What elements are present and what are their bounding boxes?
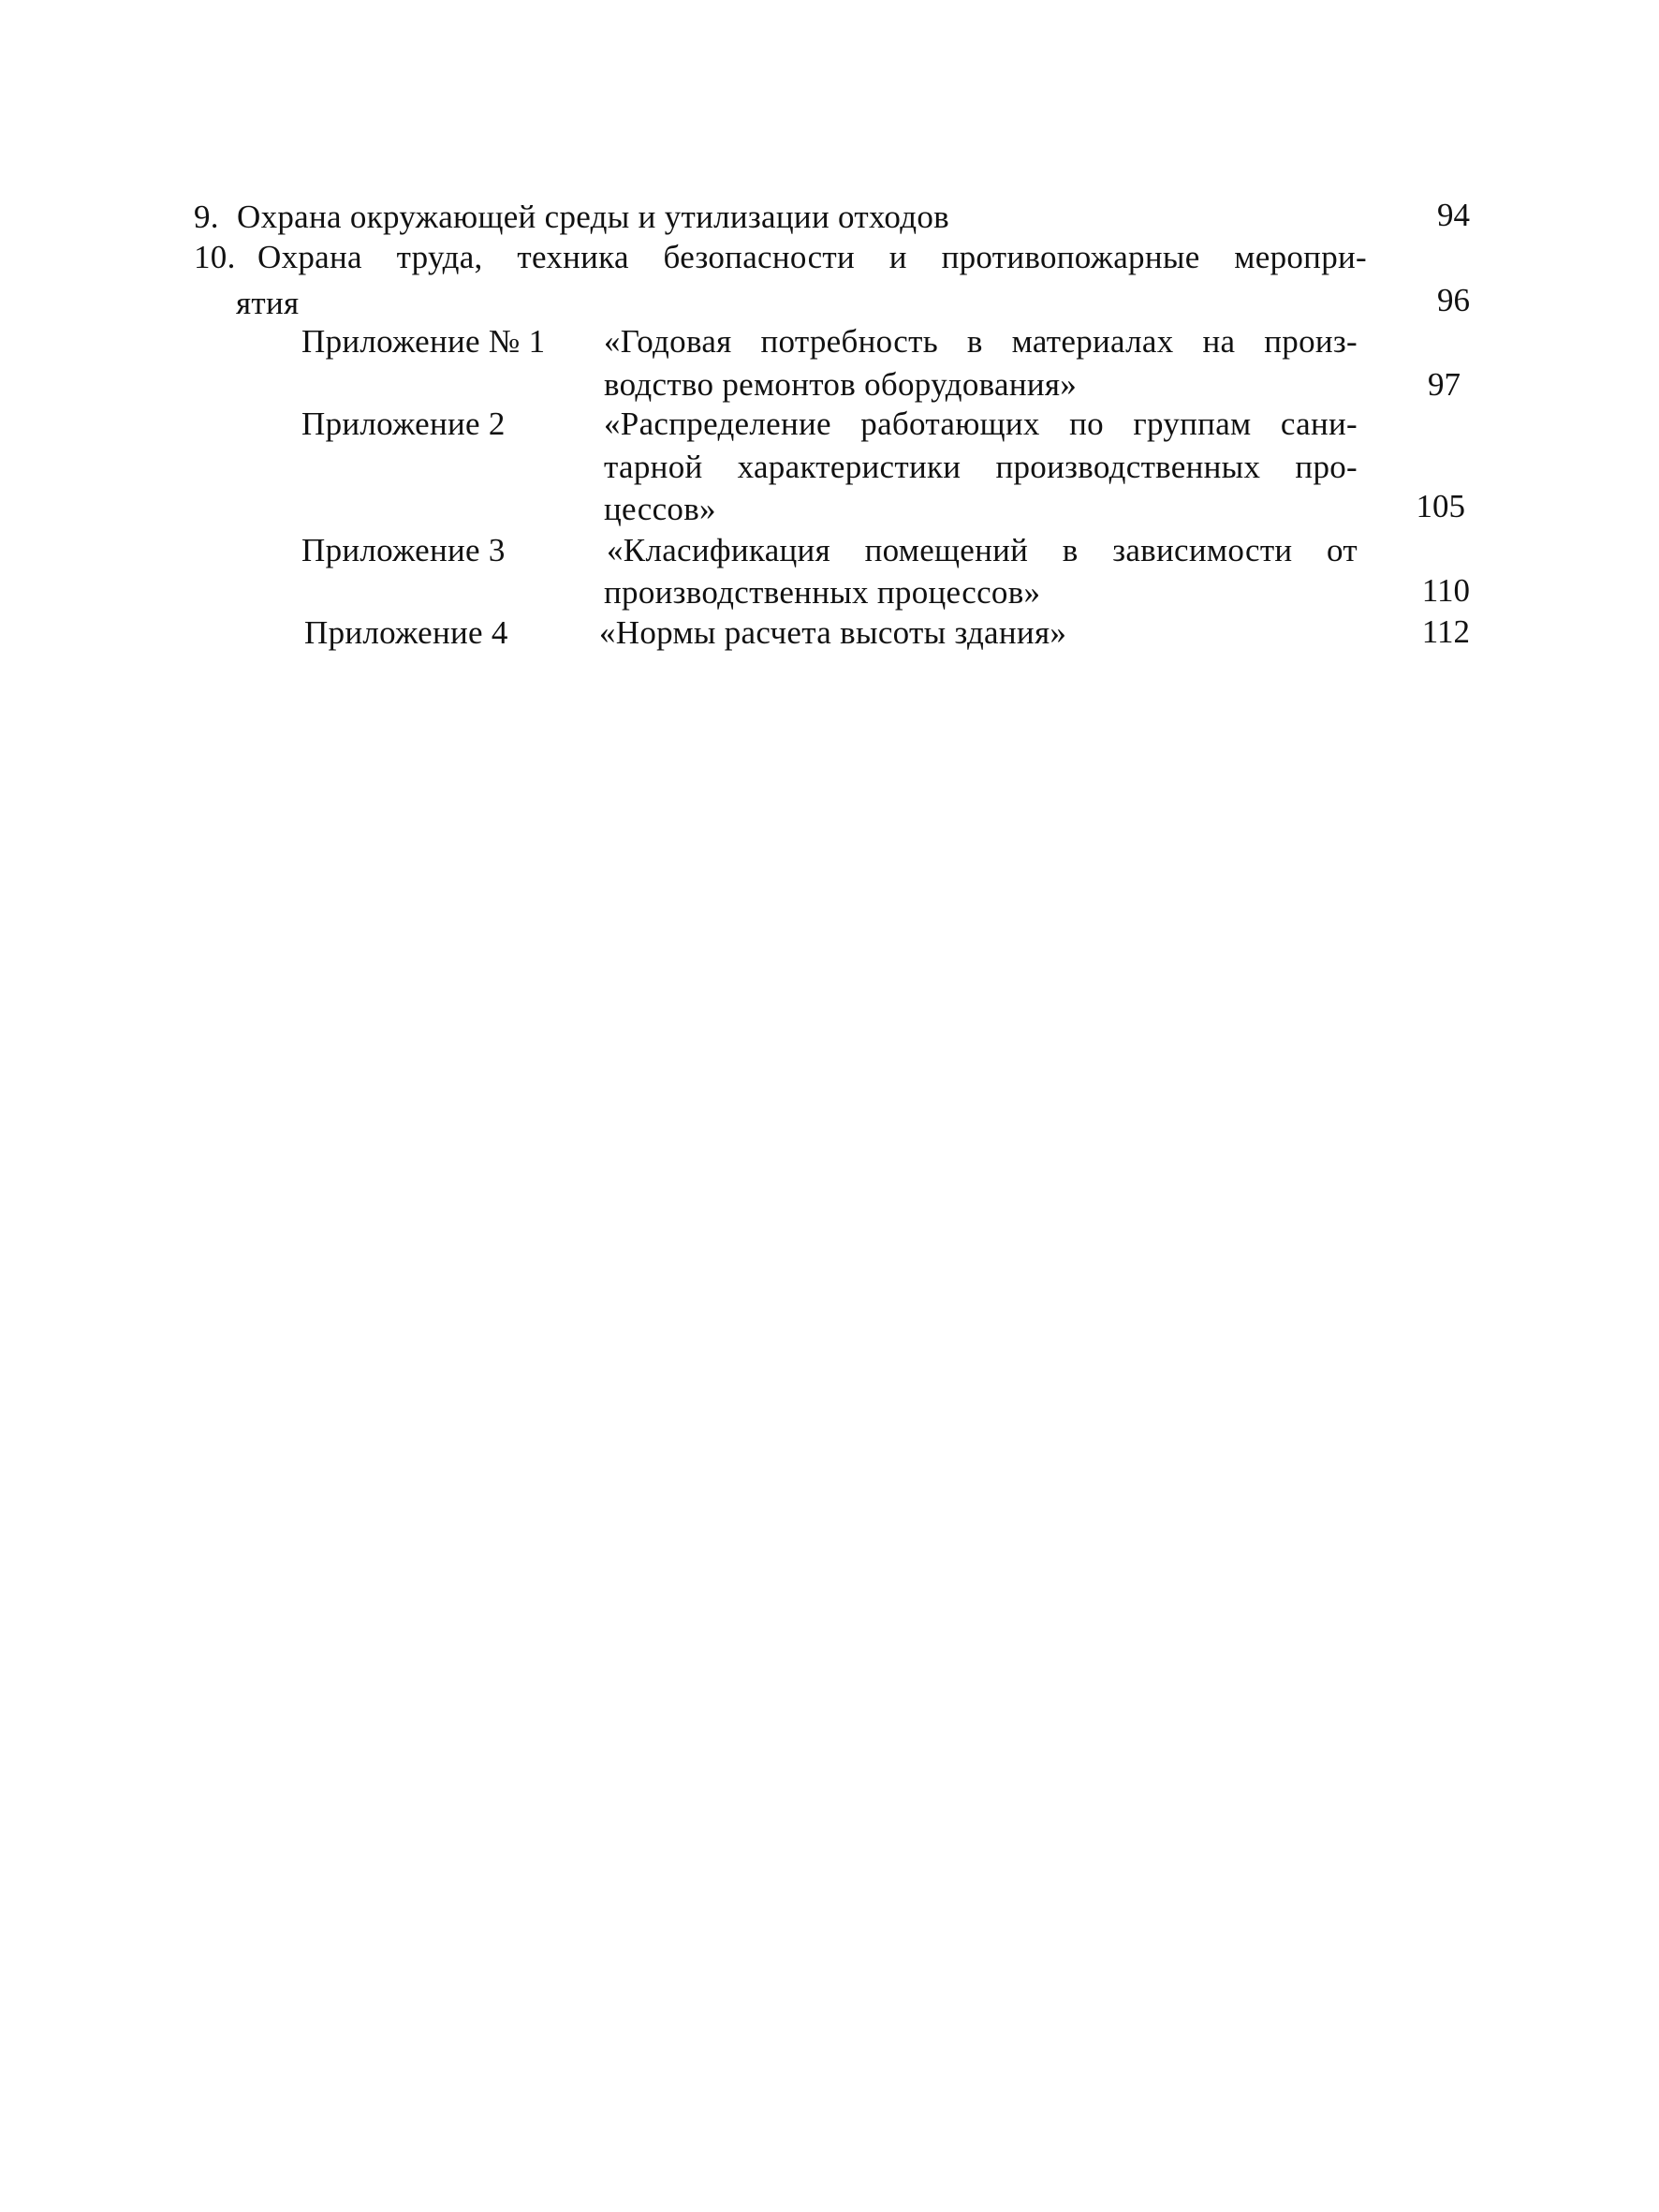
appendix-4-label: Приложение 4 xyxy=(304,614,508,651)
toc-entry-10-title-line1: Охрана труда, техника безопасности и противопожарные меропри- xyxy=(257,239,1367,275)
appendix-2-title-line2: тарной характеристики производственных про- xyxy=(604,449,1358,485)
appendix-1-label: Приложение № 1 xyxy=(301,323,546,360)
toc-entry-9-title: Охрана окружающей среды и утилизации отходов xyxy=(237,199,949,235)
appendix-4-title-line1: «Нормы расчета высоты здания» xyxy=(599,614,1067,651)
appendix-3-title-line1: «Класификация помещений в зависимости от xyxy=(607,532,1358,568)
appendix-1-page: 97 xyxy=(1428,366,1461,403)
toc-entry-10-title-line2: ятия xyxy=(236,285,300,321)
appendix-2-label: Приложение 2 xyxy=(301,406,506,442)
toc-entry-9-page: 94 xyxy=(1437,197,1470,233)
toc-entry-10-page: 96 xyxy=(1437,282,1470,318)
appendix-2-title-line1: «Распределение работающих по группам сани- xyxy=(604,406,1358,442)
appendix-2-title-line3: цессов» xyxy=(604,491,716,527)
appendix-3-label: Приложение 3 xyxy=(301,532,506,568)
appendix-1-title-line2: водство ремонтов оборудования» xyxy=(604,366,1078,403)
appendix-4-page: 112 xyxy=(1421,613,1470,650)
appendix-2-page: 105 xyxy=(1416,488,1465,524)
toc-entry-9-number: 9. xyxy=(194,199,219,235)
appendix-3-page: 110 xyxy=(1421,572,1470,609)
toc-entry-10-number: 10. xyxy=(194,239,236,275)
appendix-1-title-line1: «Годовая потребность в материалах на произ- xyxy=(604,323,1358,360)
appendix-3-title-line2: производственных процессов» xyxy=(604,574,1041,611)
